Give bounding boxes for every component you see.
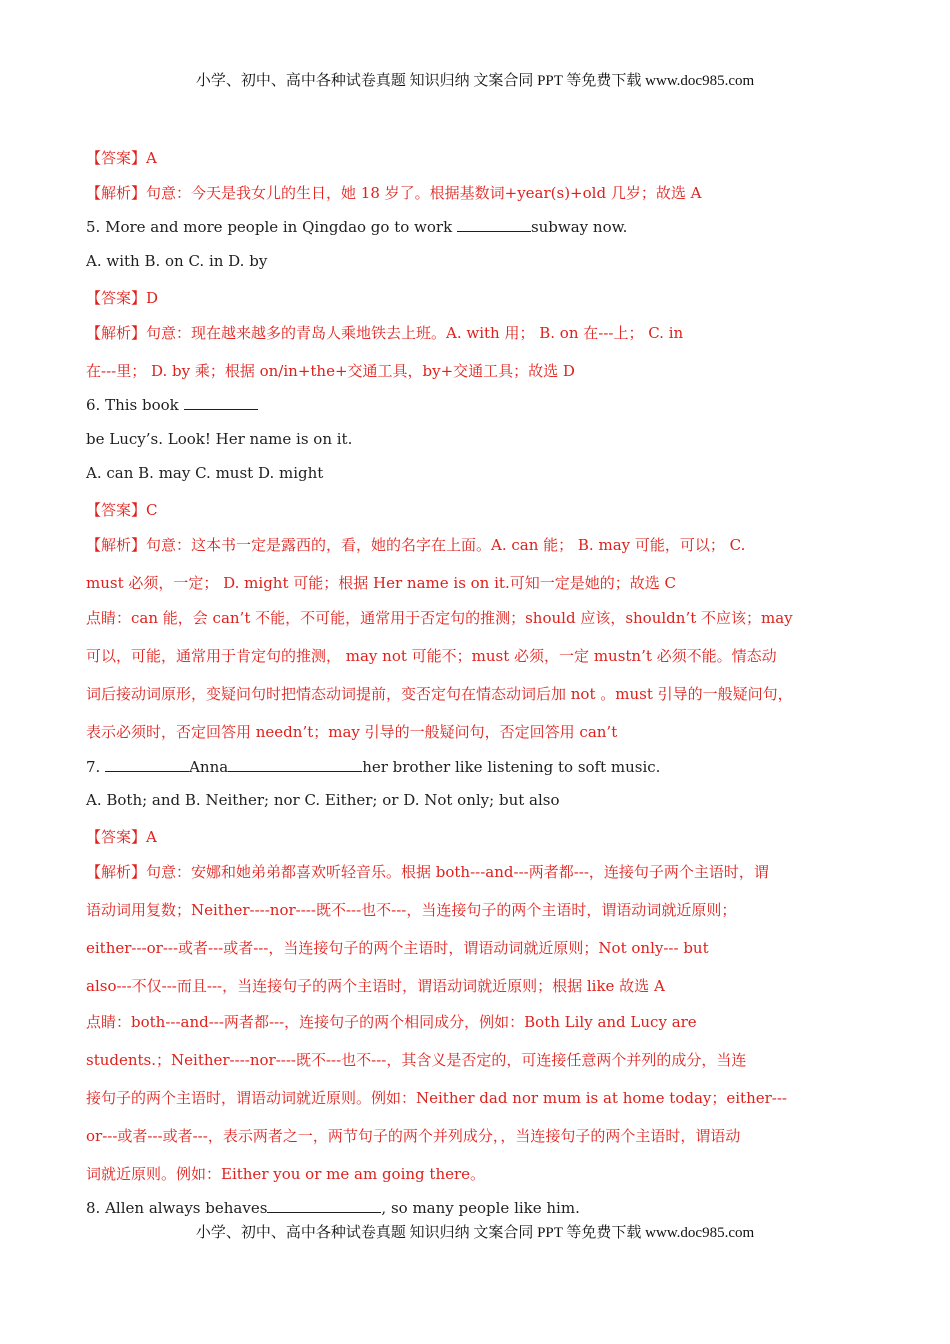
question-text: Anna: [189, 758, 229, 776]
question-5: [86, 217, 864, 236]
answer-line: 【答案】A: [86, 149, 157, 167]
answer-blank: [184, 395, 258, 410]
question-7: [86, 757, 864, 776]
question-text: , so many people like him.: [381, 1199, 580, 1217]
answer-blank: [457, 217, 531, 232]
answer-line: 【答案】D: [86, 289, 159, 307]
answer-line: 【答案】A: [86, 828, 157, 846]
answer-line: 【答案】C: [86, 501, 158, 519]
question-text: be Lucy’s. Look! Her name is on it.: [86, 430, 353, 448]
tip-line: 词就近原则。例如：Either you or me am going there。: [86, 1165, 486, 1183]
tip-line: students.；Neither----nor----既不---也不---，其含义是否定的，可连接任意两个并列的成分，当连: [86, 1051, 747, 1069]
tip-line: 表示必须时，否定回答用 needn’t；may 引导的一般疑问句，否定回答用 can’t: [86, 723, 618, 741]
options-line: A. Both; and B. Neither; nor C. Either; or D. Not only; but also: [86, 791, 560, 809]
tip-line: 词后接动词原形，变疑问句时把情态动词提前，变否定句在情态动词后加 not 。must 引导的一般疑问句，: [86, 685, 793, 703]
analysis-line: must 必须，一定； D. might 可能；根据 Her name is on it.可知一定是她的；故选 C: [86, 574, 676, 592]
question-text: her brother like listening to soft music.: [362, 758, 661, 776]
page-footer: 小学、初中、高中各种试卷真题 知识归纳 文案合同 PPT 等免费下载 www.doc985.com: [195, 1225, 755, 1241]
question-text: 8. Allen always behaves: [86, 1199, 268, 1217]
analysis-line: 在---里； D. by 乘；根据 on/in+the+交通工具，by+交通工具；故选 D: [86, 362, 575, 380]
analysis-line: 语动词用复数；Neither----nor----既不---也不---，当连接句子的两个主语时，谓语动词就近原则；: [86, 901, 737, 919]
analysis-line: 【解析】句意：安娜和她弟弟都喜欢听轻音乐。根据 both---and---两者都---，连接句子两个主语时，谓: [86, 863, 769, 881]
question-8: [86, 1198, 864, 1217]
question-text: 7.: [86, 758, 106, 776]
options-line: A. can B. may C. must D. might: [86, 464, 324, 482]
analysis-line: 【解析】句意：这本书一定是露西的，看，她的名字在上面。A. can 能； B. may 可能，可以； C.: [86, 536, 746, 554]
tip-line: 点睛：both---and---两者都---，连接句子的两个相同成分，例如：Both Lily and Lucy are: [86, 1013, 697, 1031]
analysis-line: either---or---或者---或者---，当连接句子的两个主语时，谓语动词就近原则；Not only--- but: [86, 939, 709, 957]
analysis-line: 【解析】句意：现在越来越多的青岛人乘地铁去上班。A. with 用； B. on 在---上； C. in: [86, 324, 684, 342]
question-text: 6. This book: [86, 396, 184, 414]
page-header: 小学、初中、高中各种试卷真题 知识归纳 文案合同 PPT 等免费下载 www.doc985.com: [195, 73, 755, 89]
question-text: 5. More and more people in Qingdao go to work: [86, 218, 457, 236]
question-text: subway now.: [530, 218, 628, 236]
tip-line: 可以，可能，通常用于肯定句的推测， may not 可能不；must 必须，一定 mustn’t 必须不能。情态动: [86, 647, 777, 665]
tip-line: 点睛：can 能，会 can’t 不能，不可能，通常用于否定句的推测；should 应该，shouldn’t 不应该；may: [86, 609, 793, 627]
tip-line: 接句子的两个主语时，谓语动词就近原则。例如：Neither dad nor mum is at home today；either---: [86, 1089, 787, 1107]
answer-blank: [267, 1198, 381, 1213]
analysis-line: also---不仅---而且---，当连接句子的两个主语时，谓语动词就近原则；根据 like 故选 A: [86, 977, 665, 995]
answer-blank: [228, 757, 362, 772]
answer-blank: [105, 757, 189, 772]
analysis-line: 【解析】句意：今天是我女儿的生日，她 18 岁了。根据基数词+year(s)+old 几岁；故选 A: [86, 184, 702, 202]
options-line: A. with B. on C. in D. by: [86, 252, 268, 270]
tip-line: or---或者---或者---，表示两者之一，两节句子的两个并列成分，，当连接句子的两个主语时，谓语动: [86, 1127, 741, 1145]
question-6: [86, 395, 864, 414]
